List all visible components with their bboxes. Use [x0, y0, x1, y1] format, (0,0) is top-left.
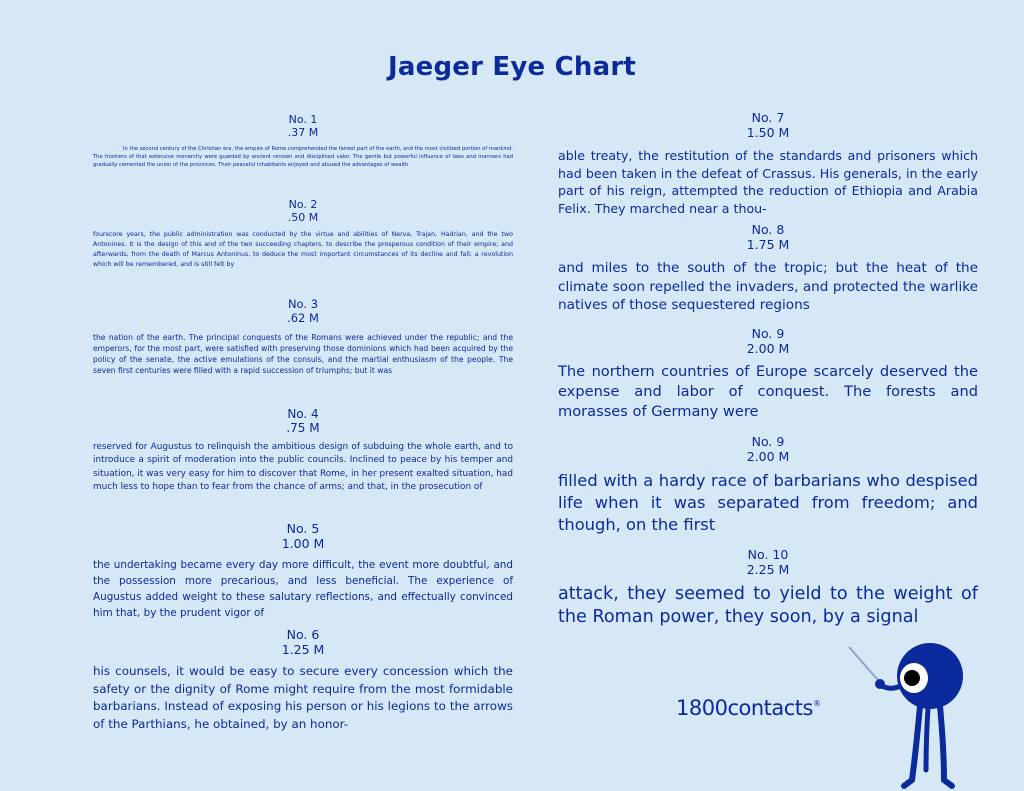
block-text: able treaty, the restitution of the standards and prisoners which had been taken in the defeat of Crassus. His generals, in the early part of his reign, attempted the reduction of Ethiopia and Arabia Felix. They marched near a thou-	[558, 148, 978, 216]
chart-block-no8	[558, 222, 978, 315]
block-text: attack, they seemed to yield to the weight of the Roman power, they soon, by a signal	[558, 584, 978, 627]
block-size: .37 M	[287, 126, 319, 140]
block-number: No. 2	[288, 198, 318, 211]
block-number: No. 5	[286, 521, 320, 536]
chart-block-no3	[93, 298, 513, 376]
chart-block-no7	[558, 110, 978, 217]
block-text: the undertaking became every day more difficult, the event more doubtful, and the possession more precarious, and less beneficial. The experience of Augustus added weight to these salutary reflections, and effectually convinced him that, by the prudent vigor of	[93, 559, 513, 619]
block-size: .62 M	[287, 310, 319, 325]
block-number: No. 6	[286, 627, 320, 642]
registered-mark: ®	[812, 699, 821, 708]
block-size: 1.75 M	[746, 237, 790, 252]
block-size: .50 M	[287, 211, 319, 225]
block-text: and miles to the south of the tropic; but the heat of the climate soon repelled the invaders, and protected the warlike natives of those sequestered regions	[558, 260, 978, 313]
block-number: No. 4	[287, 407, 319, 421]
mascot-hand	[875, 679, 885, 689]
block-text: the nation of the earth. The principal conquests of the Romans were achieved under the republic; and the emperors, for the most part, were satisfied with preserving those dominions which had been acquired by the policy of the senate, the active emulations of the consuls, and the martial enthusiasm of the people. The seven first centuries were filled with a rapid succession of triumphs; but it was	[93, 332, 513, 375]
chart-block-no2	[93, 198, 513, 270]
block-text: The northern countries of Europe scarcely deserved the expense and labor of conquest. The forests and morasses of Germany were	[558, 363, 978, 420]
block-number: No. 8	[751, 222, 785, 237]
block-number: No. 7	[751, 110, 785, 125]
block-text: reserved for Augustus to relinquish the ambitious design of subduing the whole earth, and to introduce a spirit of moderation into the public councils. Inclined to peace by his temper and situation, it was very easy for him to discover that Rome, in her present exalted situation, had much less to hope than to fear from the chance of arms; and that, in the prosecution of	[93, 441, 513, 493]
block-size: 1.50 M	[746, 125, 790, 140]
block-text: fourscore years, the public administration was conducted by the virtue and abilities of Nerva, Trajan, Hadrian, and the two Antonines. It is the design of this and of the two succeeding chapters, to describe the prosperous condition of their empire; and afterwards, from the death of Marcus Antoninus, to deduce the most important circumstances of its decline and fall; a revolution which will be remembered, and is still felt by	[93, 231, 513, 269]
mascot-left-leg	[904, 706, 920, 786]
chart-block-no9a	[558, 326, 978, 422]
mascot-middle-leg	[926, 708, 928, 770]
chart-block-no10	[558, 547, 978, 629]
block-number: No. 9	[751, 434, 785, 449]
block-number: No. 1	[288, 113, 318, 126]
block-size: 1.00 M	[281, 536, 325, 551]
block-text: In the second century of the Christian era, the empire of Rome comprehended the fairest part of the earth, and the most civilized portion of mankind. The frontiers of that extensive monarchy were guarded by ancient renown and disciplined valor. The gentle but powerful influence of laws and manners had gradually cemented the union of the provinces. Their peaceful inhabitants enjoyed and abused the advantages of wealth	[93, 146, 513, 169]
block-size: 2.00 M	[746, 449, 790, 464]
block-text: his counsels, it would be easy to secure every concession which the safety or the dignity of Rome might require from the most formidable barbarians. Instead of exposing his person or his legions to the arrows of the Parthians, he obtained, by an honor-	[93, 664, 513, 731]
eye-mascot-illustration	[840, 640, 990, 791]
block-number: No. 3	[287, 297, 319, 311]
page-title: Jaeger Eye Chart	[388, 52, 636, 82]
block-number: No. 9	[751, 326, 785, 341]
mascot-pupil	[904, 670, 920, 686]
chart-block-no6	[93, 627, 513, 733]
mascot-right-leg	[940, 706, 952, 786]
block-number: No. 10	[747, 547, 789, 562]
block-size: 2.00 M	[746, 341, 790, 356]
block-text: filled with a hardy race of barbarians who despised life when it was separated from freedom; and though, on the first	[558, 471, 978, 534]
chart-block-no5	[93, 521, 513, 621]
chart-block-no9b	[558, 434, 978, 536]
brand-logo	[676, 696, 820, 720]
block-size: 2.25 M	[746, 562, 790, 577]
brand-name: 1800contacts	[676, 696, 813, 720]
chart-block-no4	[93, 407, 513, 495]
block-size: .75 M	[286, 421, 320, 436]
block-size: 1.25 M	[281, 642, 325, 657]
chart-block-no1	[93, 113, 513, 169]
